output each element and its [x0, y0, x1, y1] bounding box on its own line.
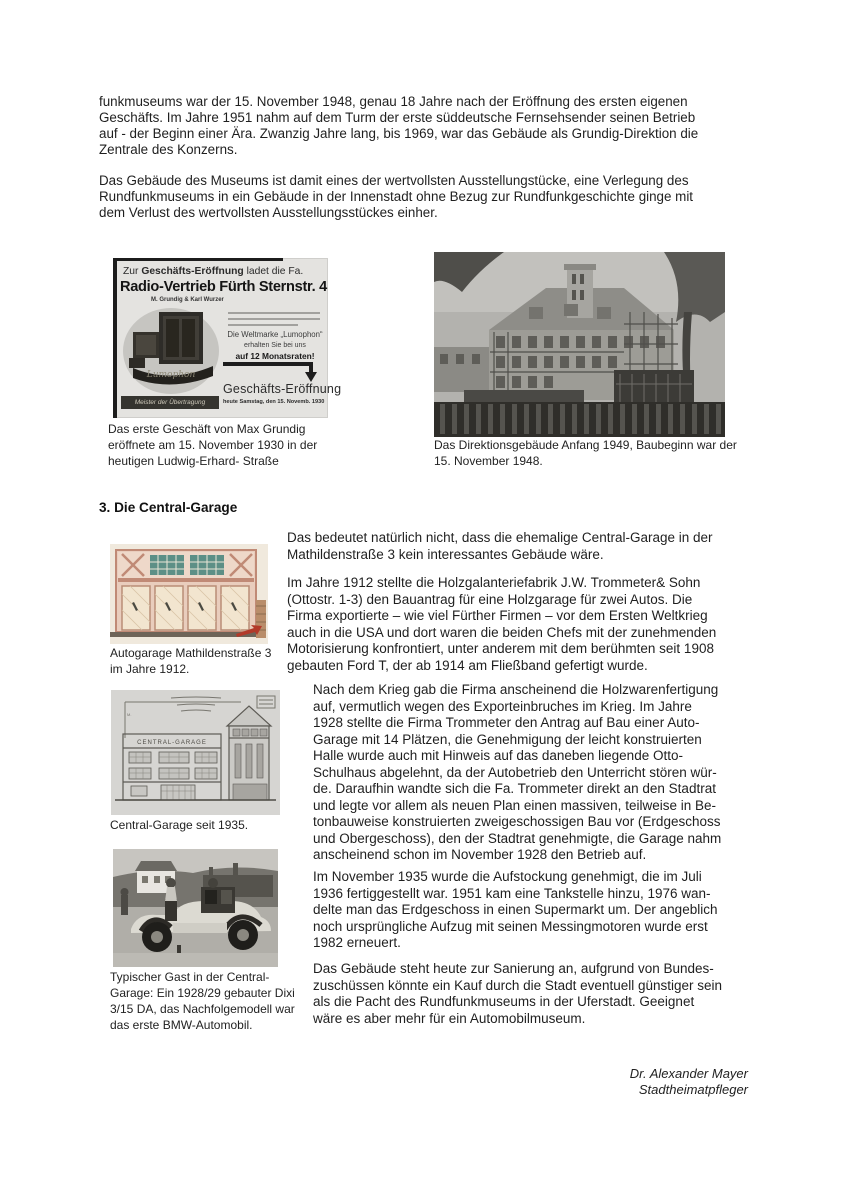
svg-text:Lumophon: Lumophon: [146, 370, 196, 380]
intro-paragraph-2: Das Gebäude des Museums ist damit eines der wertvollsten Ausstellungstücke, eine Verlegung des Rundfunkmuseums in ein Gebäude in der Innenstadt ohne Bezug zur Rundfunkgeschichte ginge mit dem Verlust des wertvollsten Ausstellungsstückes einher.: [99, 173, 694, 220]
ad-invite-line: Zur Geschäfts-Eröffnung ladet die Fa.: [123, 266, 304, 277]
intro-paragraph-1: funkmuseums war der 15. November 1948, genau 18 Jahre nach der Eröffnung des ersten eigenen Geschäfts. Im Jahre 1951 nahm auf dem Turm der erste süddeutsche Fernsehsender seinen Betrieb auf - der Beginn einer Ära. Zwanzig Jahre lang, bis 1969, war das Gebäude als Grundig-Direktion die Zentrale des Konzerns.: [99, 94, 699, 157]
ad-opening-line: Geschäfts-Eröffnung: [223, 382, 342, 396]
section-heading: 3. Die Central-Garage: [99, 500, 238, 515]
grundig-ad-figure: [113, 258, 342, 418]
ad-fineprint-line: [228, 324, 298, 326]
signature-block: [500, 1066, 748, 1098]
ad-date-line: heute Samstag, den 15. Novemb. 1930: [223, 399, 325, 405]
dixi-car-photo: [113, 849, 278, 967]
ad-installments-line: auf 12 Monatsraten!: [235, 351, 315, 361]
signature-title: Stadtheimatpfleger: [638, 1082, 748, 1097]
ad-owners-line: M. Grundig & Karl Wurzer: [151, 297, 224, 303]
ad-brand-line: Die Weltmarke „Lumophon“: [227, 330, 323, 339]
section-paragraph-1: Das bedeutet natürlich nicht, dass die ehemalige Central-Garage in der Mathildenstraße 3 kein interessantes Gebäude wäre.: [287, 530, 713, 562]
section-paragraph-4: Im November 1935 wurde die Aufstockung genehmigt, die im Juli 1936 fertiggestellt war. 1951 kam eine Tankstelle hinzu, 1976 wan- delte man das Erdgeschoss in einen Supermarkt um. Der angeblich noch ursprüngliche Aufzug mit seinen Messingmotoren wurde erst 1982 erneuert.: [313, 869, 718, 950]
autogarage-caption: Autogarage Mathildenstraße 3 im Jahre 1912.: [110, 646, 272, 676]
direktion-photo: [434, 252, 725, 437]
ad-slogan-banner: Meister der Übertragung: [121, 396, 219, 409]
down-arrow-icon: [223, 361, 323, 383]
dixi-caption: Typischer Gast in der Central- Garage: Ein 1928/29 gebauter Dixi 3/15 DA, das Nachfolgemodell war das erste BMW-Automobil.: [110, 970, 295, 1032]
autogarage-drawing: [110, 544, 268, 644]
ad-left-rule: [113, 258, 117, 418]
ad-radio-product-image: [121, 306, 221, 396]
ad-caption: Das erste Geschäft von Max Grundig eröffnete am 15. November 1930 in der heutigen Ludwig-Erhard- Straße: [108, 422, 318, 468]
svg-text:M.: M.: [127, 712, 132, 717]
section-paragraph-3: Nach dem Krieg gab die Firma anscheinend die Holzwarenfertigung auf, vermutlich wegen des Exporteinbruches im Krieg. Im Jahre 1928 stellte die Firma Trommeter den Antrag auf Bau einer Auto- Garage mit 14 Plätzen, die Genehmigung der leicht konstruierten Halle wurde auch mit Hinweis auf das daneben liegende Otto- Schulhaus abgelehnt, da der Autobetrieb den Unterricht stören wür- de. Daraufhin wandte sich die Fa. Trommeter direkt an den Stadtrat und legte vor allem als neuen Plan einen massiven, teilweise in Be- tonbauweise konstruierten zweigeschossigen Bau vor (Erdgeschoss und Obergeschoss), den der Stadtrat genehmigte, die Garage nahm anscheinend schon im November 1928 den Betrieb auf.: [313, 682, 722, 862]
ad-headline: Radio-Vertrieb Fürth Sternstr. 4: [120, 279, 327, 295]
blueprint-caption: Central-Garage seit 1935.: [110, 818, 249, 832]
ad-top-rule: [117, 258, 283, 261]
direktion-caption: Das Direktionsgebäude Anfang 1949, Baubeginn war der 15. November 1948.: [434, 438, 737, 468]
ad-offer-line: erhalten Sie bei uns: [244, 342, 306, 349]
section-paragraph-2: Im Jahre 1912 stellte die Holzgalanteriefabrik J.W. Trommeter& Sohn (Ottostr. 1-3) den Bauantrag für eine Holzgarage für zwei Autos. Die Firma exportierte – wie viel Fürther Firmen – vor dem Ersten Weltkrieg auch in die USA und dort waren die beiden Chefs mit der zunehmenden Motorisierung konfrontiert, unter anderem mit dem berühmten seit 1908 gebauten Ford T, der ab 1914 am Fließband gefertigt wurde.: [287, 575, 717, 673]
signature-name: Dr. Alexander Mayer: [629, 1066, 748, 1081]
central-garage-blueprint: [111, 690, 280, 815]
ad-fineprint-line: [228, 312, 320, 314]
blueprint-building-label: CENTRAL-GARAGE: [137, 740, 207, 746]
ad-fineprint-line: [228, 318, 320, 320]
section-paragraph-5: Das Gebäude steht heute zur Sanierung an, aufgrund von Bundes- zuschüssen könnte ein Kauf durch die Stadt eventuell günstiger sein als die Pacht des Rundfunkmuseums in der Uferstadt. Geeignet wäre es aber mehr für ein Automobilmuseum.: [313, 961, 723, 1026]
